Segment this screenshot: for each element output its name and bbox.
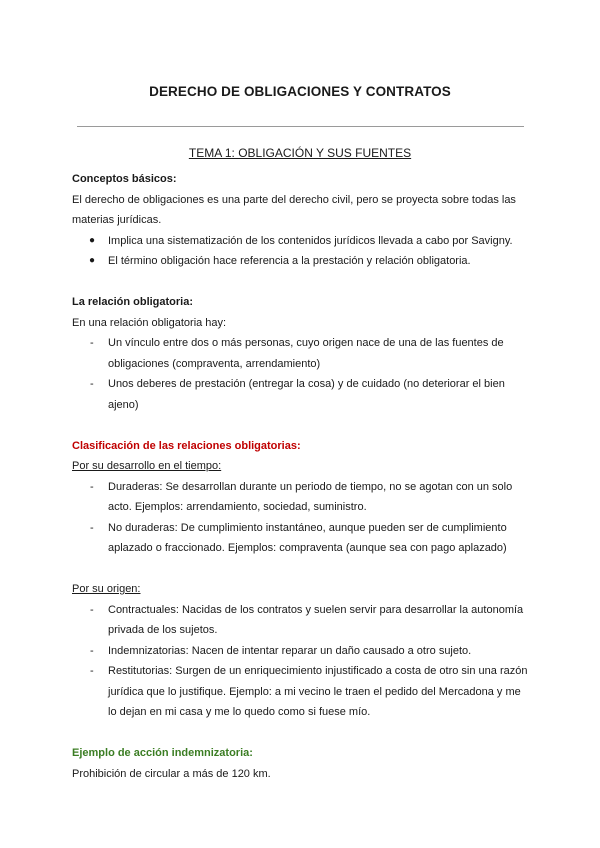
dash-icon: - [90, 378, 94, 390]
spacer [72, 272, 532, 293]
document-title: DERECHO DE OBLIGACIONES Y CONTRATOS [149, 84, 451, 99]
list-item-text: Duraderas: Se desarrollan durante un periodo de tiempo, no se agotan con un solo acto. Ejemplos: arrendamiento, sociedad, suministro. [108, 480, 513, 513]
relation-intro: En una relación obligatoria hay: [72, 316, 227, 329]
bullet-icon: ● [89, 234, 96, 246]
dash-icon: - [90, 521, 94, 534]
list-item [72, 477, 532, 518]
dash-icon: - [90, 644, 94, 657]
list-item [72, 231, 532, 252]
basics-bullet-list [72, 231, 532, 272]
topic-heading: TEMA 1: OBLIGACIÓN Y SUS FUENTES [188, 146, 412, 160]
list-item-text: Contractuales: Nacidas de los contratos y suelen servir para desarrollar la autonomía privada de los sujetos. [108, 603, 524, 636]
list-item-text: Implica una sistematización de los contenidos jurídicos llevada a cabo por Savigny. [108, 234, 513, 247]
origin-dash-list [72, 600, 532, 723]
spacer [72, 415, 532, 436]
list-item-text: Restitutorias: Surgen de un enriquecimiento injustificado a costa de otro sin una razón jurídica que lo justifique. Ejemplo: a mi vecino le traen el pedido del Mercadona y me lo dejan en mi casa y me lo quedo como si fuese mío. [108, 665, 528, 718]
title-divider [77, 126, 524, 127]
example-text: Prohibición de circular a más de 120 km. [72, 767, 271, 780]
list-item-text: Unos deberes de prestación (entregar la cosa) y de cuidado (no deteriorar el bien ajeno) [108, 378, 505, 411]
dash-icon: - [90, 337, 94, 349]
list-item-text: Indemnizatorias: Nacen de intentar reparar un daño causado a otro sujeto. [108, 644, 472, 657]
list-item [72, 333, 532, 374]
list-item [72, 661, 532, 723]
list-item [72, 251, 532, 272]
list-item-text: No duraderas: De cumplimiento instantáneo, aunque pueden ser de cumplimiento aplazado o fraccionado. Ejemplos: compraventa (aunque sea con pago aplazado) [108, 521, 507, 554]
list-item [72, 641, 532, 662]
section-heading-classification: Clasificación de las relaciones obligatorias: [72, 439, 301, 452]
duration-dash-list [72, 477, 532, 559]
subheading-origin: Por su origen: [72, 583, 141, 595]
dash-icon: - [90, 603, 94, 616]
list-item [72, 600, 532, 641]
section-heading-example: Ejemplo de acción indemnizatoria: [72, 747, 253, 759]
spacer [72, 723, 532, 744]
list-item [72, 374, 532, 415]
spacer [72, 559, 532, 580]
relation-dash-list [72, 333, 532, 415]
list-item [72, 518, 532, 559]
dash-icon: - [90, 665, 94, 677]
document-body [72, 169, 532, 784]
subheading-duration: Por su desarrollo en el tiempo: [72, 460, 222, 472]
section-heading-relation: La relación obligatoria: [72, 296, 194, 308]
list-item-text: Un vínculo entre dos o más personas, cuyo origen nace de una de las fuentes de obligaciones (compraventa, arrendamiento) [108, 337, 504, 370]
basics-paragraph: El derecho de obligaciones es una parte del derecho civil, pero se proyecta sobre todas las materias jurídicas. [72, 193, 516, 226]
list-item-text: El término obligación hace referencia a la prestación y relación obligatoria. [108, 255, 471, 267]
bullet-icon: ● [89, 255, 96, 266]
section-heading-basics: Conceptos básicos: [72, 173, 177, 185]
dash-icon: - [90, 480, 94, 493]
